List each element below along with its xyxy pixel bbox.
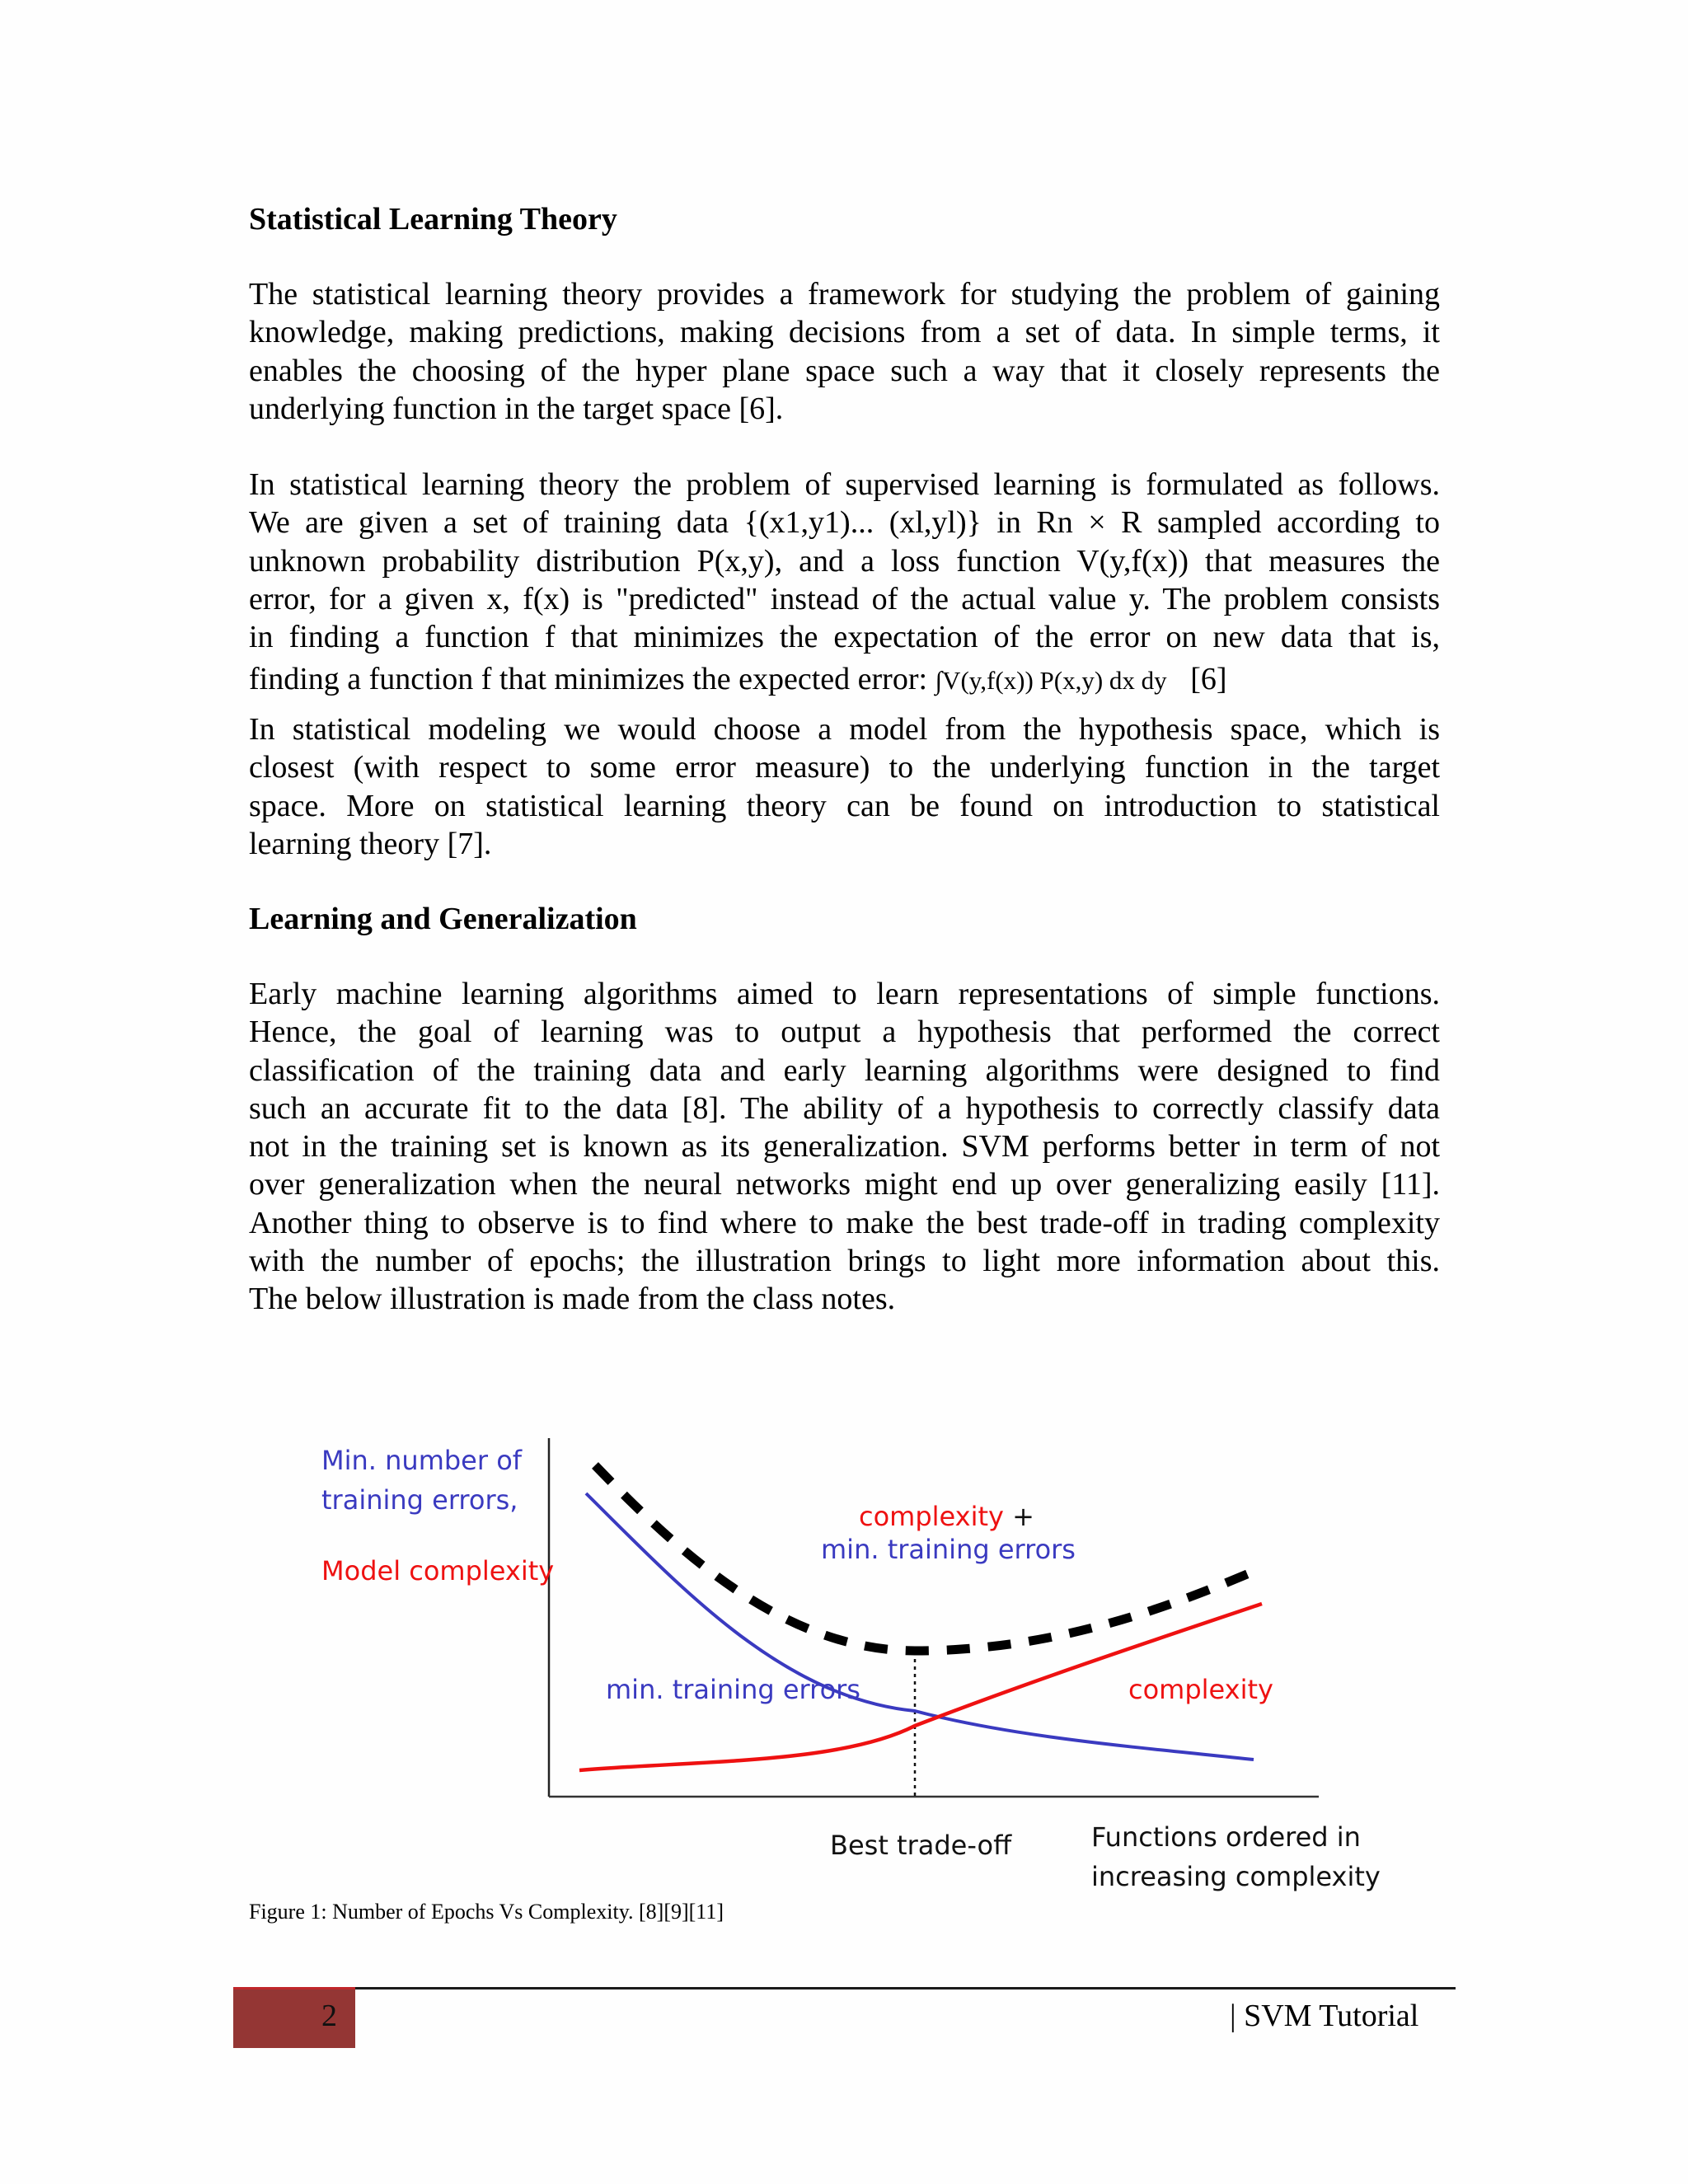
text-line: error, for a given x, f(x) is "predicted" instead of the actual value y. The problem consists	[249, 581, 1440, 616]
footer-document-title: | SVM Tutorial	[1230, 1999, 1419, 2033]
formula-citation: [6]	[1190, 662, 1227, 697]
text-line: in finding a function f that minimizes the expectation of the error on new data that is,	[249, 620, 1440, 655]
complexity-curve-label: complexity	[1128, 1674, 1273, 1705]
x-axis-label-line1: Functions ordered in	[1091, 1821, 1361, 1853]
section-heading-statistical-learning-theory: Statistical Learning Theory	[249, 202, 617, 237]
text-line: In statistical learning theory the problem of supervised learning is formulated as follows.	[249, 467, 1440, 502]
text-line: finding a function f that minimizes the expected error:	[249, 662, 928, 697]
text-line: Another thing to observe is to find where to make the best trade-off in trading complexity	[249, 1205, 1440, 1240]
sum-curve-label-line2: min. training errors	[821, 1534, 1076, 1565]
sum-label-plus: +	[1003, 1501, 1034, 1532]
text-line: The below illustration is made from the class notes.	[249, 1282, 896, 1317]
text-line: The statistical learning theory provides a framework for studying the problem of gaining	[249, 277, 1440, 312]
text-line: space. More on statistical learning theory can be found on introduction to statistical	[249, 788, 1440, 823]
footer-rule	[354, 1987, 1456, 1990]
x-axis-label-line2: increasing complexity	[1091, 1861, 1381, 1892]
page-number: 2	[321, 1999, 337, 2033]
y-axis-label-model-complexity: Model complexity	[321, 1555, 555, 1586]
text-line: Hence, the goal of learning was to output a hypothesis that performed the correct	[249, 1015, 1440, 1050]
text-line: not in the training set is known as its generalization. SVM performs better in term of not	[249, 1129, 1440, 1165]
text-line: such an accurate fit to the data [8]. The ability of a hypothesis to correctly classify data	[249, 1090, 1440, 1126]
y-axis-label-line2: training errors,	[321, 1484, 518, 1516]
sum-label-complexity: complexity	[859, 1501, 1004, 1532]
text-line: In statistical modeling we would choose a model from the hypothesis space, which is	[249, 712, 1440, 747]
text-line: underlying function in the target space [6].	[249, 391, 784, 426]
text-line: closest (with respect to some error measure) to the underlying function in the target	[249, 750, 1440, 785]
text-line: learning theory [7].	[249, 826, 492, 861]
best-tradeoff-label: Best trade-off	[830, 1830, 1012, 1861]
training-errors-curve-label: min. training errors	[606, 1674, 860, 1705]
figure-caption: Figure 1: Number of Epochs Vs Complexity. [8][9][11]	[249, 1900, 724, 1924]
text-line: knowledge, making predictions, making decisions from a set of data. In simple terms, it	[249, 315, 1440, 350]
text-line: Early machine learning algorithms aimed to learn representations of simple functions.	[249, 977, 1440, 1011]
text-line: over generalization when the neural networks might end up over generalizing easily [11].	[249, 1167, 1440, 1202]
text-line: enables the choosing of the hyper plane space such a way that it closely represents the	[249, 353, 1440, 388]
y-axis-label-line1: Min. number of	[321, 1445, 523, 1476]
expected-error-formula: ∫V(y,f(x)) P(x,y) dx dy	[935, 666, 1167, 696]
text-line: with the number of epochs; the illustration brings to light more information about this.	[249, 1244, 1440, 1279]
section-heading-learning-and-generalization: Learning and Generalization	[249, 902, 637, 936]
text-line: unknown probability distribution P(x,y), and a loss function V(y,f(x)) that measures the	[249, 543, 1440, 579]
text-line: We are given a set of training data {(x1,y1)... (xl,yl)} in Rn × R sampled according to	[249, 505, 1440, 541]
text-line: classification of the training data and early learning algorithms were designed to find	[249, 1052, 1440, 1088]
